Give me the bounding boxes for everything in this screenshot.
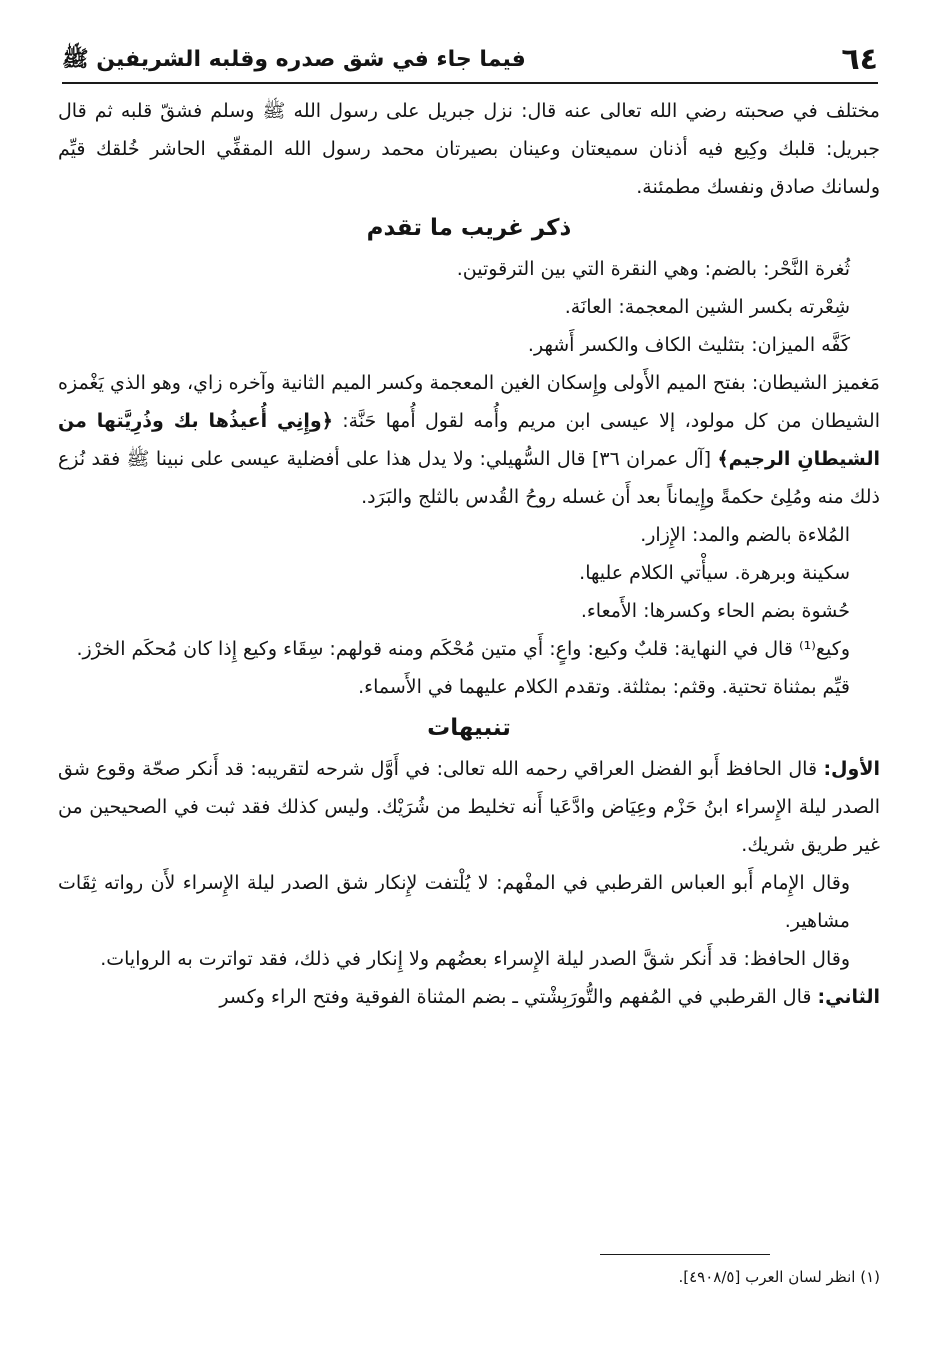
section-heading-gharib: ذكر غريب ما تقدم <box>366 215 572 241</box>
running-header <box>62 38 878 84</box>
note-first <box>58 750 880 864</box>
note-label: الأول: <box>823 758 880 780</box>
note-text: قال القرطبي في المُفهم والتُّورَبِشْتي ـ بضم المثناة الفوقية وفتح الراء وكسر <box>219 986 818 1008</box>
glossary-entry: حُشوة بضم الحاء وكسرها: الأَمعاء. <box>580 600 850 622</box>
page-number: ٦٤ <box>841 42 878 77</box>
glossary-entry: ثُغرة النَّحْر: بالضم: وهي النقرة التي بين الترقوتين. <box>456 258 850 280</box>
note-text: قال الحافظ أَبو الفضل العراقي رحمه الله تعالى: في أَوَّل شرحه لتقريبه: قد أَنكر صحّة وقوع شق الصدر ليلة الإِسراء ابنُ حَزْم وعِيَاض وادَّعَيا أَنه تخليط من شُرَيْك. وليس كذلك فقد ثبت في الصحيحين من غير طريق شريك. <box>58 758 880 856</box>
glossary-entry: سكينة وبرهرة. سيأْتي الكلام عليها. <box>579 562 850 584</box>
paragraph-hafiz: وقال الحافظ: قد أَنكر شقَّ الصدر ليلة الإِسراء بعضُهم ولا إِنكار في ذلك، فقد تواترت به الروايات. <box>100 948 850 970</box>
glossary-entry: المُلاءة بالضم والمد: الإِزار. <box>640 524 850 546</box>
footnote-divider <box>600 1254 770 1255</box>
glossary-entry: شِعْرته بكسر الشين المعجمة: العانَة. <box>564 296 850 318</box>
chapter-title: فيما جاء في شق صدره وقلبه الشريفين ﷺ <box>62 47 526 72</box>
glossary-entry-qayyim: قيِّم بمثناة تحتية. وقثم: بمثلثة. وتقدم الكلام عليهما في الأَسماء. <box>358 676 850 698</box>
main-text <box>58 92 880 1016</box>
note-label: الثاني: <box>817 986 880 1008</box>
section-heading-tanbihat: تنبيهات <box>427 715 511 741</box>
glossary-entry: كَفَّه الميزان: بتثليث الكاف والكسر أَشهر. <box>527 334 850 356</box>
verse-commentary: [آل عمران ٣٦] قال السُّهيلي: ولا يدل هذا على أفضلية عيسى على نبينا ﷺ فقد نُزع ذلك منه ومُلِئ حكمةً وإِيماناً بعد أَن غسله روحُ القُدس بالثلج والبَرَد. <box>58 448 880 508</box>
paragraph-opening: مختلف في صحبته رضي الله تعالى عنه قال: نزل جبريل على رسول الله ﷺ وسلم فشقّ قلبه ثم قال جبريل: قلبك وكِيع فيه أذنان سميعتان وعينان بصيرتان محمد رسول الله المقفِّي الحاشر خُلقك قيِّم ولسانك صادق ونفسك مطمئنة. <box>58 100 880 198</box>
note-second <box>58 978 880 1016</box>
maghmiz-text: مَغميز الشيطان: بفتح الميم الأَولى وإِسكان الغين المعجمة وكسر الميم الثانية وآخره زاي، وهو الذي يَغْمزه الشيطان من كل مولود، إلا عيسى ابن مريم وأُمه لقول أُمها حَنَّة: <box>58 372 880 432</box>
paragraph-qurtubi: وقال الإِمام أَبو العباس القرطبي في المفْهم: لا يُلْتفت لإِنكار شق الصدر ليلة الإِسراء لأَن رواته ثِقَات مشاهير. <box>58 872 850 932</box>
glossary-entry-maghmiz <box>58 364 880 516</box>
glossary-entry-wakee: وكيع⁽¹⁾ قال في النهاية: قلبٌ وكيع: واعٍ: أَي متين مُحْكَم ومنه قولهم: سِقَاء وكيع إِذا كان مُحكَم الخرْز. <box>76 638 850 660</box>
quran-verse: ﴿وإِنِي أُعيذُها بك وذُرِيَّتها من الشيطانِ الرجيم﴾ <box>58 410 880 470</box>
footnote: (١) انظر لسان العرب [٤٩٠٨/٥]. <box>678 1268 880 1286</box>
